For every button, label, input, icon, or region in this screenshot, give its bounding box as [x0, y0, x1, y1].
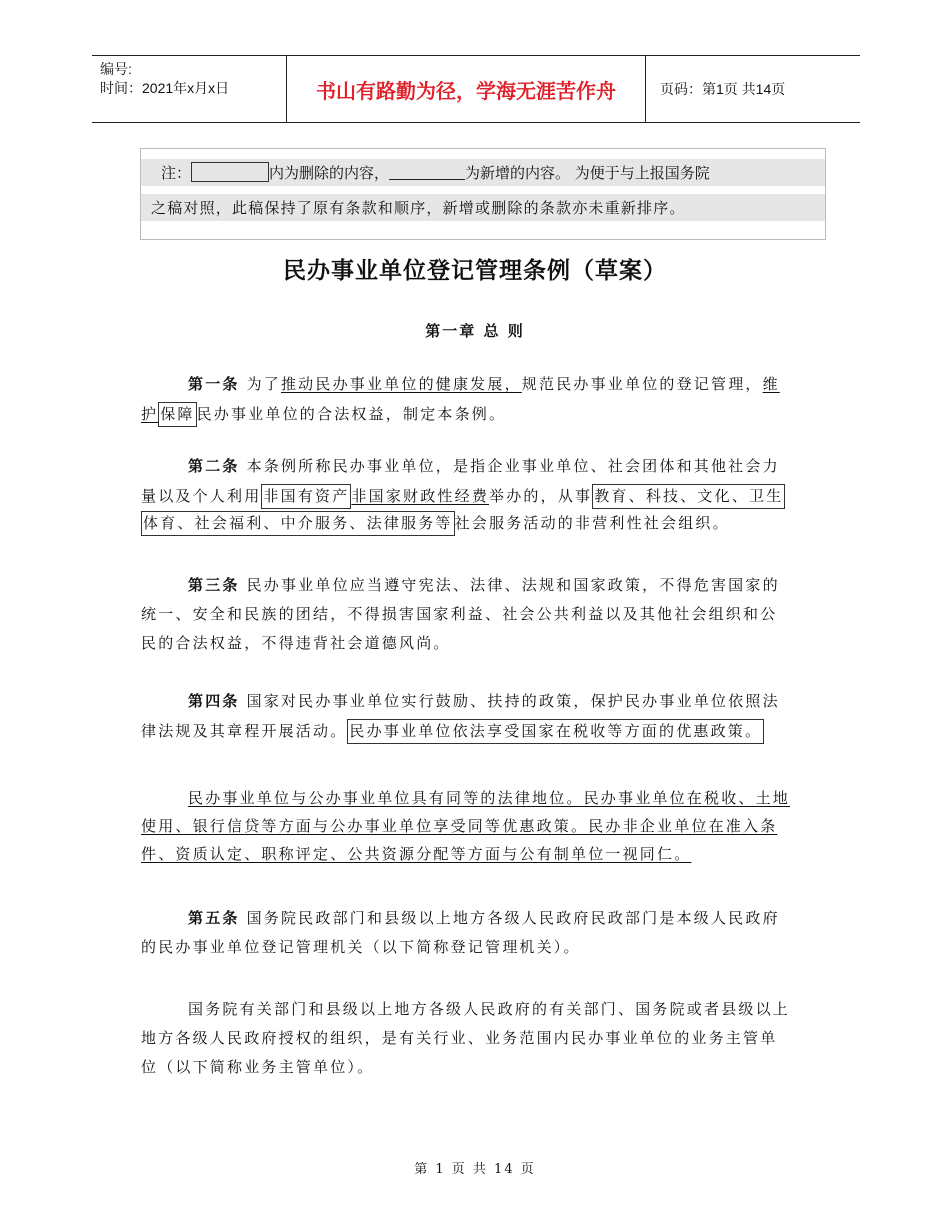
deleted-text: 民办事业单位依法享受国家在税收等方面的优惠政策。: [347, 719, 764, 744]
article-2-line-3: [141, 512, 730, 533]
article-5-para-2-line-2: 地方各级人民政府授权的组织，是有关行业、业务范围内民办事业单位的业务主管单: [141, 1029, 778, 1047]
header-meta: [92, 56, 286, 122]
deleted-text: 体育、社会福利、中介服务、法律服务等: [141, 511, 455, 536]
article-4-inserted-line-3: 件、资质认定、职称评定、公共资源分配等方面与公有制单位一视同仁。: [141, 845, 692, 863]
insertion-sample-line: [389, 163, 465, 180]
deleted-text: 非国有资产: [261, 484, 351, 509]
text: 量以及个人利用: [141, 487, 262, 505]
article-3-line-1: [188, 574, 780, 595]
note-line-1: [161, 162, 710, 183]
article-1-line-1: [188, 373, 780, 394]
note-after: 为新增的内容。 为便于与上报国务院: [465, 164, 710, 182]
article-2-label: 第二条: [188, 457, 240, 475]
header-page-number: [652, 56, 860, 122]
text: 国务院民政部门和县级以上地方各级人民政府民政部门是本级人民政府: [239, 909, 780, 927]
article-3-line-3: 民的合法权益，不得违背社会道德风尚。: [141, 634, 451, 652]
text: 律法规及其章程开展活动。: [141, 722, 348, 740]
text: 规范民办事业单位的登记管理，: [521, 375, 763, 393]
inserted-text: 维: [762, 375, 780, 393]
article-5-para-2-line-3: 位（以下简称业务主管单位）。: [141, 1058, 375, 1076]
article-2-line-1: [188, 455, 780, 476]
text: 民办事业单位应当遵守宪法、法律、法规和国家政策，不得危害国家的: [239, 576, 780, 594]
inserted-text: 非国家财政性经费: [351, 487, 490, 505]
article-4-line-2: [141, 720, 764, 741]
deleted-text: 教育、科技、文化、卫生: [592, 484, 785, 509]
text: 举办的，从事: [489, 487, 593, 505]
chapter-heading: 第一章 总 则: [425, 322, 525, 340]
article-5-line-1: [188, 907, 780, 928]
page-header: [92, 55, 860, 123]
article-5-label: 第五条: [188, 909, 240, 927]
text: 国家对民办事业单位实行鼓励、扶持的政策，保护民办事业单位依照法: [239, 692, 780, 710]
article-4-line-1: [188, 690, 780, 711]
doc-number-label: 编号:: [100, 61, 132, 77]
inserted-text: 推动民办事业单位的健康发展，: [280, 375, 522, 393]
note-line-2: 之稿对照，此稿保持了原有条款和顺序，新增或删除的条款亦未重新排序。: [151, 199, 686, 217]
deleted-text: 保障: [158, 402, 196, 427]
text: 民办事业单位的合法权益，制定本条例。: [196, 405, 507, 423]
article-4-inserted-line-2: 使用、银行信贷等方面与公办事业单位享受同等优惠政策。民办非企业单位在准入条: [141, 817, 778, 835]
text: 为了: [239, 375, 281, 393]
note-mid: 内为删除的内容，: [269, 164, 390, 182]
header-motto: 书山有路勤为径，学海无涯苦作舟: [286, 56, 646, 122]
article-3-label: 第三条: [188, 576, 240, 594]
text: 本条例所称民办事业单位，是指企业事业单位、社会团体和其他社会力: [239, 457, 780, 475]
time-label: 时间：2021年x月x日: [100, 80, 230, 96]
page-label: 页码：第1页 共14页: [660, 81, 786, 97]
article-5-para-2-line-1: 国务院有关部门和县级以上地方各级人民政府的有关部门、国务院或者县级以上: [188, 1000, 791, 1018]
article-2-line-2: [141, 485, 785, 506]
text: 社会服务活动的非营利性社会组织。: [454, 514, 730, 532]
article-4-inserted-line-1: 民办事业单位与公办事业单位具有同等的法律地位。民办事业单位在税收、土地: [188, 789, 791, 807]
article-3-line-2: 统一、安全和民族的团结，不得损害国家利益、社会公共利益以及其他社会组织和公: [141, 605, 778, 623]
article-1-label: 第一条: [188, 375, 240, 393]
note-prefix: 注：: [161, 164, 192, 182]
deletion-sample-box: [191, 162, 269, 182]
document-title: 民办事业单位登记管理条例（草案）: [283, 258, 667, 284]
revision-note-box: [140, 148, 826, 240]
article-4-label: 第四条: [188, 692, 240, 710]
article-1-line-2: [141, 403, 506, 424]
page-footer: 第 1 页 共 14 页: [414, 1162, 536, 1177]
inserted-text: 护: [141, 405, 159, 423]
article-5-line-2: 的民办事业单位登记管理机关（以下简称登记管理机关）。: [141, 938, 581, 956]
